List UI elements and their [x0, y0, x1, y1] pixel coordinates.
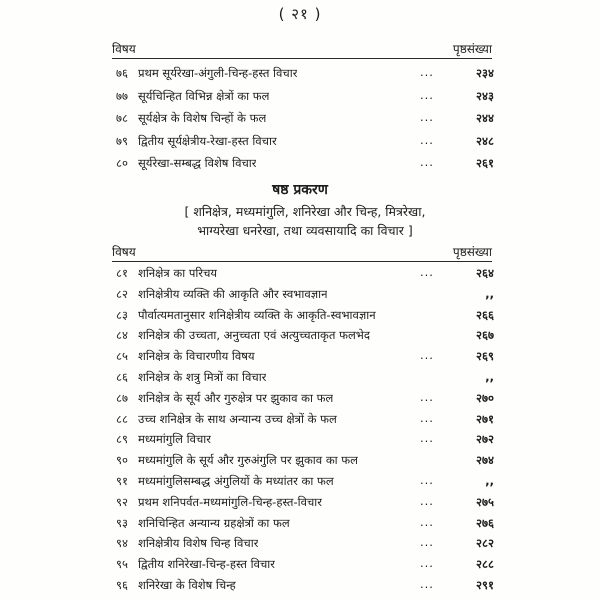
toc-row — [0, 576, 600, 597]
toc-row — [0, 87, 600, 110]
entry-page: २७० — [476, 390, 494, 405]
entry-number: ८५ — [116, 349, 128, 364]
entry-title: शनिक्षेत्र के विचारणीय विषय — [138, 349, 255, 364]
subject-heading: विषय — [112, 42, 136, 56]
toc-row — [0, 132, 600, 155]
subject-heading: विषय — [112, 245, 136, 259]
entry-number: ८१ — [116, 266, 128, 280]
leader-dots: ... — [420, 576, 434, 591]
entry-number: ९१ — [116, 473, 128, 488]
entry-number: ७७ — [116, 88, 128, 103]
entry-title: सूर्यचिन्हित विभिन्न क्षेत्रों का फल — [138, 88, 270, 103]
entry-title: पौर्वात्यमतानुसार शनिक्षेत्रीय व्यक्ति के आकृति-स्वभावज्ञान — [138, 307, 376, 322]
toc-row — [0, 451, 600, 472]
toc-row — [0, 306, 600, 327]
leader-dots: ... — [420, 535, 434, 550]
entry-title: मध्यमांगुलि विचार — [138, 432, 211, 447]
entry-title: प्रथम सूर्यरेखा-अंगुली-चिन्ह-हस्त विचार — [138, 66, 298, 80]
entry-page: २७२ — [476, 432, 494, 447]
chapter-title: षष्ठ प्रकरण — [272, 182, 328, 198]
toc-header — [112, 243, 492, 261]
entry-page: २३४ — [476, 66, 494, 80]
toc-row — [0, 555, 600, 576]
entry-page: २६९ — [476, 349, 494, 364]
toc-row — [0, 534, 600, 555]
entry-number: ८० — [116, 156, 128, 171]
leader-dots: ... — [420, 514, 434, 529]
entry-number: ८७ — [116, 390, 128, 405]
entry-title: उच्च शनिक्षेत्र के साथ अन्यान्य उच्च क्षेत्रों के फल — [138, 411, 337, 426]
entry-page: २७५ — [476, 494, 494, 509]
entry-title: मध्यमांगुलिसम्बद्ध अंगुलियों के मध्यांतर का फल — [138, 473, 334, 488]
entry-title: प्रथम शनिपर्वत-मध्यमांगुलि-चिन्ह-हस्त-विचार — [138, 494, 322, 509]
entry-title: द्वितीय शनिरेखा-चिन्ह-हस्त विचार — [138, 557, 275, 572]
toc-row — [0, 430, 600, 451]
entry-title: शनिक्षेत्रीय व्यक्ति की आकृति और स्वभावज्ञान — [138, 286, 328, 301]
entry-page: २७१ — [476, 411, 494, 426]
toc-row — [0, 389, 600, 410]
entry-title: सूर्यक्षेत्र के विशेष चिन्हों के फल — [138, 111, 267, 126]
leader-dots: ... — [420, 431, 434, 446]
toc-row — [0, 285, 600, 306]
leader-dots: ... — [420, 556, 434, 571]
leader-dots: ... — [420, 132, 434, 147]
entry-number: ७९ — [116, 133, 128, 148]
entry-page: २८२ — [476, 536, 494, 551]
entry-page: २८८ — [476, 557, 494, 572]
toc-header — [112, 40, 492, 58]
toc-row — [0, 264, 600, 285]
entry-page: २६६ — [476, 307, 494, 322]
toc-row — [0, 514, 600, 535]
leader-dots: ... — [420, 155, 434, 170]
entry-title: शनिरेखा के विशेष चिन्ह — [138, 577, 236, 592]
entry-number: ८२ — [116, 286, 128, 301]
toc-row — [0, 472, 600, 493]
leader-dots: ... — [420, 410, 434, 425]
entry-number: ९४ — [116, 536, 128, 551]
entry-page: २९१ — [476, 577, 494, 592]
entry-page: ,, — [485, 473, 494, 488]
entry-number: ८३ — [116, 307, 128, 322]
leader-dots: ... — [420, 265, 434, 279]
leader-dots: ... — [420, 65, 434, 79]
leader-dots: ... — [420, 389, 434, 404]
header-rule — [112, 58, 492, 59]
entry-number: ७८ — [116, 111, 128, 126]
entry-page: २७६ — [476, 515, 494, 530]
entry-title: शनिक्षेत्र का परिचय — [138, 266, 218, 280]
entry-title: मध्यमांगुलि के सूर्य और गुरुअंगुलि पर झुकाव का फल — [138, 453, 358, 468]
entry-page: २४४ — [476, 111, 494, 126]
entry-number: ८८ — [116, 411, 128, 426]
leader-dots: ... — [420, 87, 434, 102]
entry-number: ९० — [116, 453, 128, 468]
leader-dots: ... — [420, 493, 434, 508]
entry-number: ९५ — [116, 557, 128, 572]
page-count-heading: पृष्ठसंख्या — [452, 42, 492, 56]
entry-title: शनिक्षेत्रीय विशेष चिन्ह विचार — [138, 536, 259, 551]
entry-title: शनिक्षेत्र की उच्चता, अनुच्चता एवं अत्युच्चताकृत फलभेद — [138, 328, 370, 343]
toc-list-part1 — [0, 64, 600, 177]
entry-page: २७४ — [476, 453, 494, 468]
leader-dots: ... — [420, 348, 434, 363]
entry-title: शनिक्षेत्र के सूर्य और गुरुक्षेत्र पर झुकाव का फल — [138, 390, 334, 405]
entry-number: ७६ — [116, 66, 128, 80]
entry-page: २६४ — [476, 266, 494, 280]
entry-number: ८४ — [116, 328, 128, 343]
entry-title: शनिचिन्हित अन्यान्य ग्रहक्षेत्रों का फल — [138, 515, 290, 530]
toc-row — [0, 368, 600, 389]
entry-page: २६७ — [476, 328, 494, 343]
entry-page: ,, — [485, 369, 494, 384]
toc-list-part2 — [0, 264, 600, 597]
toc-row — [0, 326, 600, 347]
entry-title: शनिक्षेत्र के शत्रु मित्रों का विचार — [138, 369, 267, 384]
page-number: ( २१ ) — [278, 5, 322, 23]
leader-dots: ... — [420, 110, 434, 125]
entry-title: सूर्यरेखा-सम्बद्ध विशेष विचार — [138, 156, 257, 171]
toc-row — [0, 109, 600, 132]
entry-page: ,, — [485, 286, 494, 301]
entry-page: २६१ — [476, 156, 494, 171]
entry-page: २४३ — [476, 88, 494, 103]
toc-row — [0, 410, 600, 431]
entry-number: ९६ — [116, 577, 128, 592]
entry-page: २४८ — [476, 133, 494, 148]
page-count-heading: पृष्ठसंख्या — [452, 245, 492, 259]
leader-dots: ... — [420, 472, 434, 487]
toc-row — [0, 493, 600, 514]
entry-number: ९२ — [116, 494, 128, 509]
header-rule — [112, 261, 492, 262]
toc-row — [0, 154, 600, 177]
chapter-subtitle: भाग्यरेखा धनरेखा, तथा व्यवसायादि का विचार ] — [197, 223, 413, 238]
entry-number: ८६ — [116, 369, 128, 384]
entry-number: ९३ — [116, 515, 128, 530]
entry-number: ८९ — [116, 432, 128, 447]
entry-title: द्वितीय सूर्यक्षेत्रीय-रेखा-हस्त विचार — [138, 133, 277, 148]
chapter-subtitle: [ शनिक्षेत्र, मध्यमांगुलि, शनिरेखा और चिन्ह, मित्ररेखा, — [184, 204, 426, 219]
toc-row — [0, 347, 600, 368]
toc-row — [0, 64, 600, 87]
